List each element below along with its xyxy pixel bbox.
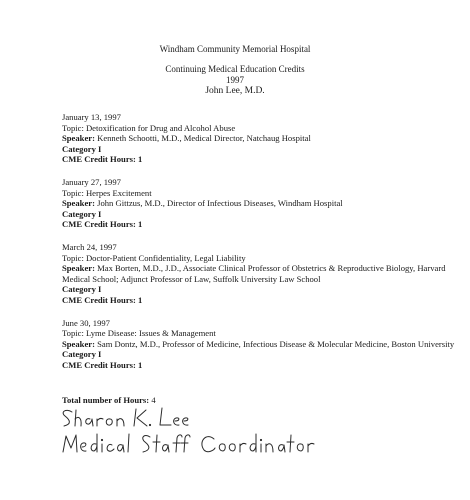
entry-topic: Topic: Doctor-Patient Confidentiality, Legal Liability [62, 252, 246, 263]
physician-name: John Lee, M.D. [205, 86, 265, 96]
entry-topic: Topic: Lyme Disease: Issues & Management [62, 328, 216, 339]
cme-entry [62, 112, 462, 165]
entry-category: Category I [62, 208, 102, 219]
entry-credit-hours: CME Credit Hours: 1 [62, 359, 143, 370]
entry-credit-hours: CME Credit Hours: 1 [62, 294, 143, 305]
entry-date: January 13, 1997 [62, 112, 121, 122]
cme-entry [62, 242, 462, 306]
entry-speaker: Max Borten, M.D., J.D., Associate Clinical Professor of Obstetrics & Reproductive Biology, Harvard Medical School; Adjunct Professor of Law, Suffolk University Law School [62, 263, 446, 284]
entry-credit-hours: CME Credit Hours: 1 [62, 154, 143, 165]
speaker-label: Speaker: [62, 263, 95, 274]
entry-category: Category I [62, 284, 102, 295]
cme-entries-list [62, 112, 462, 382]
entry-speaker-line [62, 198, 462, 209]
document-year: 1997 [226, 75, 244, 85]
entry-category: Category I [62, 349, 102, 360]
entry-speaker-line [62, 339, 462, 350]
signature-image [58, 404, 358, 464]
entry-date: January 27, 1997 [62, 176, 121, 187]
handwritten-signature [58, 404, 358, 464]
total-hours-value: 4 [151, 395, 156, 405]
cme-entry [62, 318, 462, 371]
speaker-label: Speaker: [62, 198, 95, 209]
entry-topic: Topic: Herpes Excitement [62, 187, 152, 198]
total-hours-label: Total number of Hours: [62, 395, 150, 405]
speaker-label: Speaker: [62, 338, 95, 349]
entry-date: March 24, 1997 [62, 241, 117, 252]
entry-speaker-line [62, 263, 462, 284]
entry-topic: Topic: Detoxification for Drug and Alcohol Abuse [62, 122, 236, 133]
entry-credit-hours: CME Credit Hours: 1 [62, 219, 143, 230]
cme-entry [62, 177, 462, 230]
entry-speaker: Sam Dontz, M.D., Professor of Medicine, Infectious Disease & Molecular Medicine, Boston University [97, 338, 455, 349]
entry-speaker-line [62, 133, 462, 144]
document-header [0, 44, 470, 97]
speaker-label: Speaker: [62, 133, 95, 144]
entry-category: Category I [62, 143, 102, 154]
entry-speaker: John Gittzus, M.D., Director of Infectious Diseases, Windham Hospital [97, 198, 343, 209]
document-subtitle: Continuing Medical Education Credits [165, 64, 305, 74]
hospital-name: Windham Community Memorial Hospital [159, 44, 311, 54]
entry-date: June 30, 1997 [62, 317, 110, 328]
entry-speaker: Kenneth Schootti, M.D., Medical Director, Natchaug Hospital [97, 133, 311, 144]
